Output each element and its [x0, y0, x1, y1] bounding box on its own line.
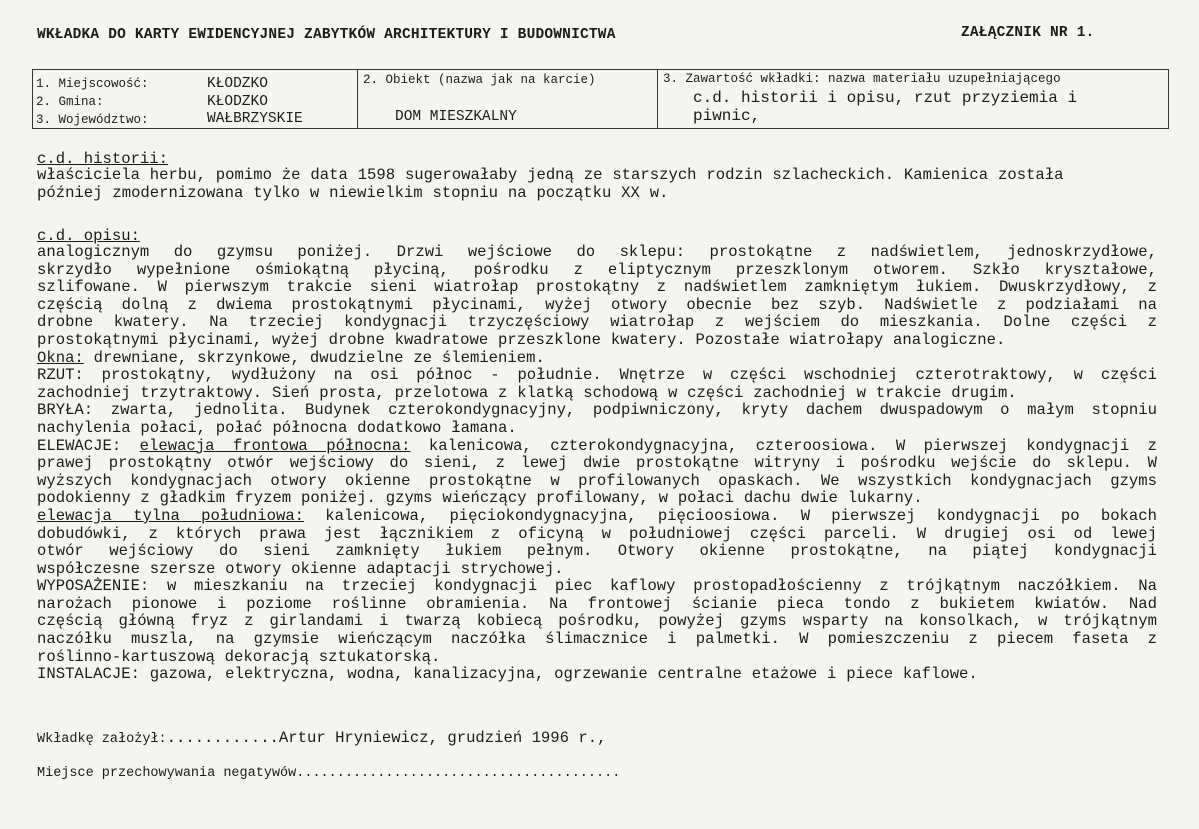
text-line: WYPOSAŻENIE: w mieszkaniu na trzeciej kondygnacji piec kaflowy prostopadłościenny z trójkątnym naczółkiem. Na	[37, 577, 1157, 596]
annex-label: ZAŁĄCZNIK NR 1.	[961, 25, 1095, 41]
elevations-label: ELEWACJE:	[37, 436, 140, 455]
text-line: częścią główną fryz z girlandami i twarzą kobiecą pośrodku, powyżej gzyms wsparty na konsolkach, w trójkątnym	[37, 612, 1157, 631]
table-divider	[357, 70, 358, 128]
elevations-line	[37, 438, 1157, 456]
text-line: RZUT: prostokątny, wydłużony na osi północ - południe. Wnętrze w części wschodniej czterotraktowy, w części	[37, 366, 1157, 385]
commune-value: KŁODZKO	[207, 94, 268, 110]
back-elevation-text: kalenicowa, pięciokondygnacyjna, pięcioosiowa. W pierwszej kondygnacji po bokach	[304, 506, 1157, 525]
object-value: DOM MIESZKALNY	[395, 109, 517, 125]
text-line: współczesne szersze otwory okienne adaptacji strychowej.	[37, 559, 564, 578]
contents-value-line2: piwnic,	[693, 107, 761, 125]
text-line: dobudówki, z których prawa jest łącznikiem z oficyną w południowej części parceli. W drugiej osi od lewej	[37, 524, 1157, 543]
text-line: szlifowane. W pierwszym trakcie sieni wiatrołap prostokątny z nadświetlem zamkniętym łukiem. Dwuskrzydłowy, z	[37, 278, 1157, 297]
contents-label: 3. Zawartość wkładki: nazwa materiału uzupełniającego	[663, 72, 1061, 86]
info-table	[32, 69, 1169, 129]
commune-label: 2. Gmina:	[36, 95, 104, 109]
back-elevation-line	[37, 508, 1157, 526]
text-line: roślinno-kartuszową dekoracją sztukatorską.	[37, 647, 441, 666]
text-line: narożach pionowe i poziome roślinne obramienia. Na frontowej ścianie pieca tondo z bukietem kwiatów. Nad	[37, 594, 1157, 613]
voivodeship-label: 3. Województwo:	[36, 113, 149, 127]
object-label: 2. Obiekt (nazwa jak na karcie)	[363, 73, 596, 87]
author-value: ............Artur Hryniewicz, grudzień 1996 r.,	[166, 729, 607, 747]
text-line: naczółku muszla, na gzymsie wieńczącym naczółka ślimacznice i palmetki. W pomieszczeniu z piecem faseta z	[37, 630, 1157, 649]
text-line: otwór wejściowy do sieni zamknięty łukiem pełnym. Otwory okienne prostokątne, na piątej kondygnacji	[37, 542, 1157, 561]
text-line: prawej prostokątny otwór wejściowy do sieni, z lewej dwie prostokątne witryny i pośrodku wejście do sklepu. W	[37, 454, 1157, 473]
storage-value: ........................................	[296, 766, 621, 781]
locality-label: 1. Miejscowość:	[36, 77, 149, 91]
history-heading: c.d. historii:	[37, 150, 169, 168]
back-elevation-label: elewacja tylna południowa:	[37, 506, 305, 525]
locality-value: KŁODZKO	[207, 76, 268, 92]
text-line: prostokątnymi płycinami, wyżej drobne kwadratowe przeszklone kwatery. Pozostałe wiatrołapy analogiczne.	[37, 330, 1006, 349]
author-label: Wkładkę założył:	[37, 732, 167, 747]
windows-text: drewniane, skrzynkowe, dwudzielne ze ślemieniem.	[83, 348, 545, 367]
text-line: wyższych kondygnacjach otwory okienne prostokątne w profilowanych opaskach. We wszystkich kondygnacjach gzyms	[37, 471, 1157, 490]
history-text	[37, 167, 1157, 202]
text-line: BRYŁA: zwarta, jednolita. Budynek czterokondygnacyjny, podpiwniczony, kryty dachem dwuspadowym o małym stopniu	[37, 401, 1157, 420]
front-elevation-text: kalenicowa, czterokondygnacyjna, czteroosiowa. W pierwszej kondygnacji z	[410, 436, 1157, 455]
text-line: skrzydło wypełnione ośmiokątną płyciną, pośrodku z eliptycznym przeszklonym otworem. Szkło kryształowe,	[37, 260, 1157, 279]
text-line: INSTALACJE: gazowa, elektryczna, wodna, kanalizacyjna, ogrzewanie centralne etażowe i piece kaflowe.	[37, 665, 978, 684]
description-heading: c.d. opisu:	[37, 227, 140, 245]
voivodeship-value: WAŁBRZYSKIE	[207, 111, 303, 127]
text-line: analogicznym do gzymsu poniżej. Drzwi wejściowe do sklepu: prostokątne z nadświetlem, jednoskrzydłowe,	[37, 243, 1157, 261]
windows-label: Okna:	[37, 348, 84, 367]
text-line: częścią dolną z dwiema prostokątnymi płycinami, wyżej otwory obecnie bez szyb. Nadświetle z podziałami na	[37, 295, 1157, 314]
author-line	[37, 729, 606, 747]
storage-line	[37, 766, 620, 781]
windows-line	[37, 350, 1157, 368]
storage-label: Miejsce przechowywania negatywów	[37, 766, 297, 781]
table-divider	[657, 70, 658, 128]
text-line: podokienny z gładkim fryzem poniżej. gzyms wieńczący profilowany, w połaci dachu dwie lukarny.	[37, 489, 923, 508]
front-elevation-label: elewacja frontowa północna:	[139, 436, 411, 455]
text-line: później zmodernizowana tylko w niewielkim stopniu na początku XX w.	[37, 183, 669, 202]
text-line: drobne kwatery. Na trzeciej kondygnacji trzyczęściowy wiatrołap z wejściem do mieszkania. Dolne części z	[37, 313, 1157, 332]
text-line: nachylenia połaci, połać północna dodatkowo łamana.	[37, 418, 517, 437]
page-title: WKŁADKA DO KARTY EWIDENCYJNEJ ZABYTKÓW ARCHITEKTURY I BUDOWNICTWA	[37, 27, 616, 43]
description-text	[37, 244, 1157, 684]
text-line: właściciela herbu, pomimo że data 1598 sugerowałaby jedną ze starszych rodzin szlacheckich. Kamienica została	[37, 166, 1064, 184]
contents-value-line1: c.d. historii i opisu, rzut przyziemia i	[693, 89, 1078, 107]
text-line: zachodniej trzytraktowy. Sień prosta, przelotowa z klatką schodową w części zachodniej w trakcie drugim.	[37, 383, 1017, 402]
